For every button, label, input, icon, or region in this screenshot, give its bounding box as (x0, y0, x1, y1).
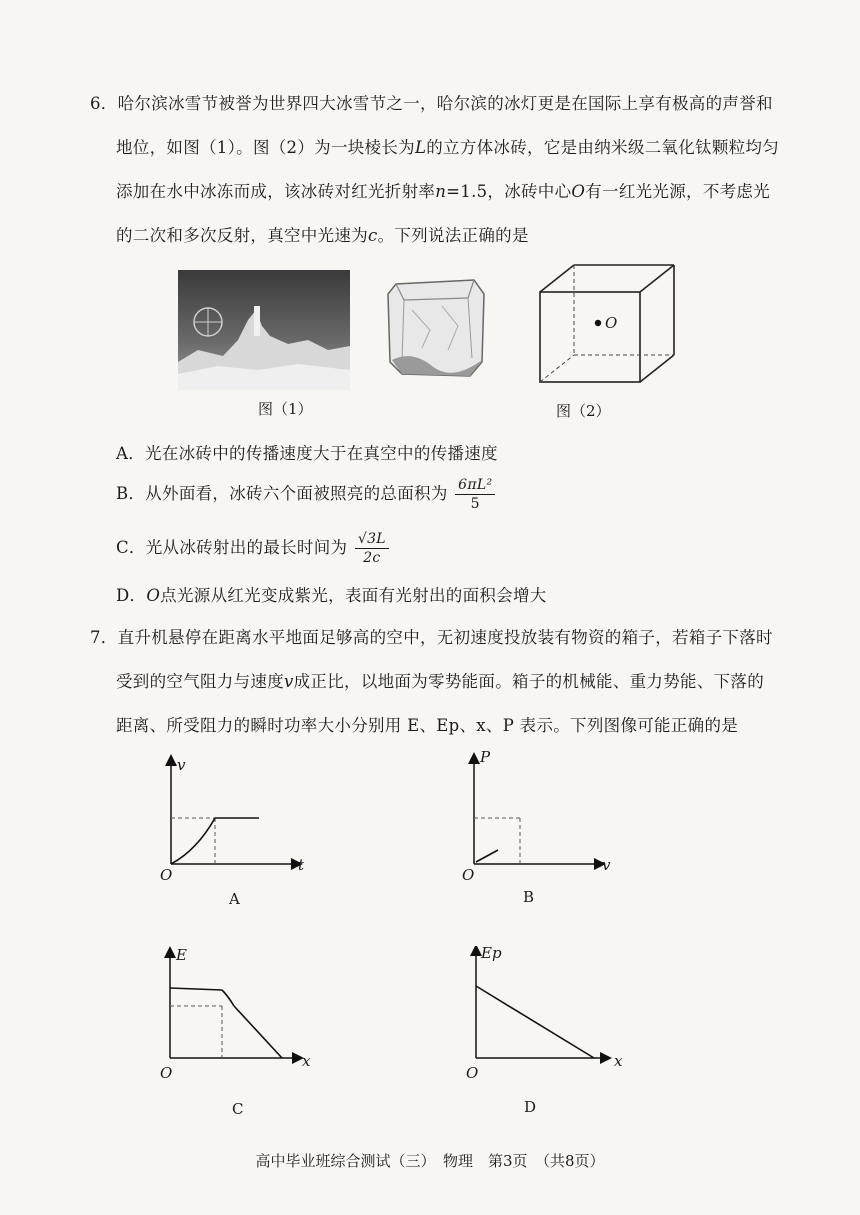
q6-line-4 (116, 222, 529, 246)
graph-d-label: D (524, 1098, 537, 1116)
page-footer: 高中毕业班综合测试（三） 物理 第3页 （共8页） (255, 1152, 605, 1170)
graph-c-yaxis: E (176, 946, 187, 964)
ice-cube-photo (382, 270, 492, 382)
q6-line-3b: =1.5，冰砖中心 (446, 182, 572, 201)
var-v: v (284, 672, 294, 691)
graph-b-xaxis: v (602, 856, 611, 874)
q6-line-3a: 添加在水中冰冻而成，该冰砖对红光折射率 (116, 182, 436, 201)
graph-d-xaxis: x (614, 1052, 623, 1070)
graph-c-origin: O (160, 1064, 173, 1082)
q6-line-4b: 。下列说法正确的是 (377, 226, 529, 245)
cube-center-label: O (605, 314, 618, 332)
harbin-ice-festival-photo (178, 270, 350, 390)
graph-d-yaxis: Ep (481, 944, 502, 962)
var-O: O (571, 182, 586, 201)
q6-line-1: 6．哈尔滨冰雪节被誉为世界四大冰雪节之一，哈尔滨的冰灯更是在国际上享有极高的声誉和 (90, 94, 773, 113)
option-d-var: O (146, 586, 161, 605)
graph-b-label: B (523, 888, 535, 906)
q6-line-3c: 有一红光光源，不考虑光 (585, 182, 771, 201)
option-b (116, 476, 497, 513)
graph-d (456, 946, 626, 1076)
graph-d-origin: O (466, 1064, 479, 1082)
option-b-numerator: 6πL² (455, 476, 495, 495)
graph-a-origin: O (160, 866, 173, 884)
var-L: L (414, 138, 427, 157)
option-c-denominator: 2c (363, 550, 381, 566)
graph-c (148, 946, 318, 1076)
option-c-fraction (355, 530, 389, 567)
option-c (116, 530, 391, 567)
q7-line-2b: 成正比，以地面为零势能面。箱子的机械能、重力势能、下落的 (293, 672, 765, 691)
graph-b-yaxis: P (480, 748, 491, 766)
var-n: n (435, 182, 447, 201)
q7-line-1: 7．直升机悬停在距离水平地面足够高的空中，无初速度投放装有物资的箱子，若箱子下落时 (90, 628, 773, 647)
fig1-caption: 图（1） (258, 400, 313, 418)
q6-line-4a: 的二次和多次反射，真空中光速为 (116, 226, 368, 245)
graph-b-origin: O (462, 866, 475, 884)
q6-line-3 (116, 178, 770, 202)
graph-a-label: A (229, 890, 240, 908)
option-d-text: 点光源从红光变成紫光，表面有光射出的面积会增大 (160, 586, 547, 605)
fig2-caption: 图（2） (556, 402, 611, 420)
graph-c-label: C (232, 1100, 244, 1118)
q6-line-2a: 地位，如图（1）。图（2）为一块棱长为 (116, 138, 415, 157)
graph-a-xaxis: t (298, 856, 305, 874)
option-c-text: C．光从冰砖射出的最长时间为 (116, 538, 348, 557)
q6-line-2b: 的立方体冰砖，它是由纳米级二氧化钛颗粒均匀 (426, 138, 780, 157)
q7-line-2a: 受到的空气阻力与速度 (116, 672, 284, 691)
option-b-text: B．从外面看，冰砖六个面被照亮的总面积为 (116, 484, 448, 503)
option-d (116, 582, 547, 606)
option-c-numerator: √3L (355, 530, 389, 549)
graph-a-yaxis: v (177, 756, 186, 774)
var-c: c (368, 226, 378, 245)
option-b-denominator: 5 (470, 496, 480, 512)
q7-line-3: 距离、所受阻力的瞬时功率大小分别用 E、Ep、x、P 表示。下列图像可能正确的是 (116, 716, 739, 735)
graph-b (458, 752, 618, 882)
option-d-prefix: D． (116, 586, 147, 605)
q6-line-2 (116, 134, 779, 158)
option-b-fraction (455, 476, 495, 513)
graph-c-xaxis: x (302, 1052, 311, 1070)
option-a: A．光在冰砖中的传播速度大于在真空中的传播速度 (116, 444, 498, 463)
q7-line-2 (116, 668, 764, 692)
